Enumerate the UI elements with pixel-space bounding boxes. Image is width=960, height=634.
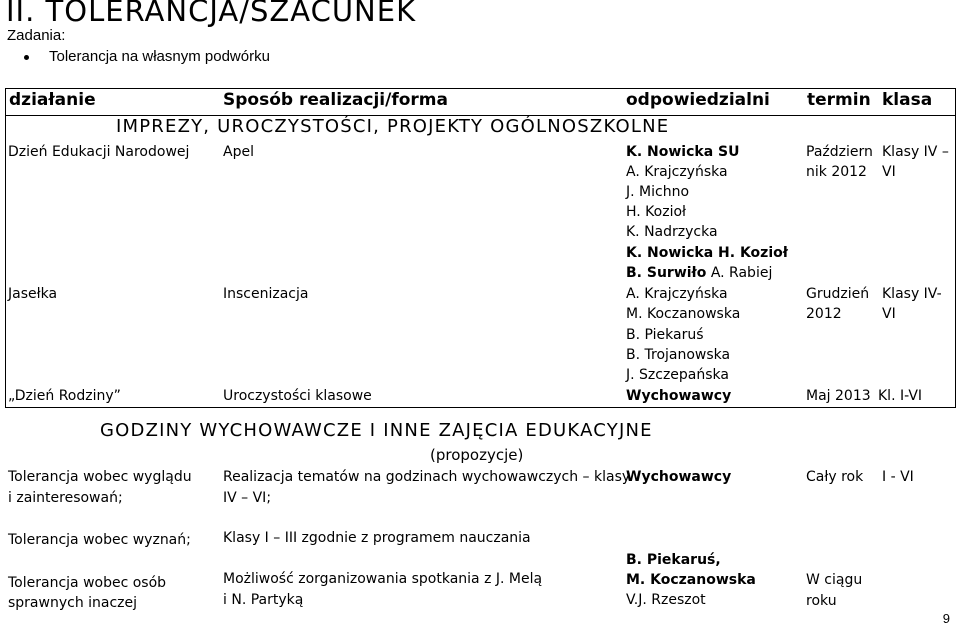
row3-termin: Maj 2013 xyxy=(806,388,871,404)
row3-dzialanie: „Dzień Rodziny” xyxy=(8,388,121,404)
s2-row1-termin: Cały rok xyxy=(806,469,864,485)
s2-row3-dzialanie-2: sprawnych inaczej xyxy=(8,595,138,611)
s2-row2-dzialanie: Tolerancja wobec wyznań; xyxy=(8,532,191,548)
task-bullet-text: Tolerancja na własnym podwórku xyxy=(49,48,270,65)
section-title-godziny: GODZINY WYCHOWAWCZE I INNE ZAJĘCIA EDUKACYJNE xyxy=(100,420,653,441)
s2-row2-forma: Klasy I – III zgodnie z programem nauczania xyxy=(223,530,531,546)
page-number: 9 xyxy=(942,611,950,626)
s2-row1-dzialanie-1: Tolerancja wobec wyglądu xyxy=(8,469,192,485)
section2-subtitle: (propozycje) xyxy=(430,446,524,464)
row2-odp-line2-rest: A. Rabiej xyxy=(706,265,773,281)
row2-termin-2: 2012 xyxy=(806,306,842,322)
row1-dzialanie: Dzień Edukacji Narodowej xyxy=(8,144,190,160)
row2-odp-3: A. Krajczyńska xyxy=(626,286,728,302)
s2-row3-odp-2: M. Koczanowska xyxy=(626,572,756,588)
s2-row1-odp: Wychowawcy xyxy=(626,469,732,485)
section-title-imprezy: IMPREZY, UROCZYSTOŚCI, PROJEKTY OGÓLNOSZKOLNE xyxy=(116,116,670,137)
s2-row1-forma-1: Realizacja tematów na godzinach wychowawczych – klasy xyxy=(223,469,631,485)
s2-row1-forma-2: IV – VI; xyxy=(223,490,272,506)
header-odpowiedzialni: odpowiedzialni xyxy=(626,90,770,110)
s2-row3-forma-1: Możliwość zorganizowania spotkania z J. Melą xyxy=(223,571,543,587)
row2-odp-line2 xyxy=(626,263,772,283)
s2-row3-odp-1: B. Piekaruś, xyxy=(626,552,721,568)
task-bullet-item xyxy=(24,48,270,65)
row2-forma: Inscenizacja xyxy=(223,286,309,302)
tasks-label: Zadania: xyxy=(7,27,66,44)
header-sposob: Sposób realizacji/forma xyxy=(223,90,448,110)
row2-klasa-2: VI xyxy=(882,306,896,322)
row1-klasa-2: VI xyxy=(882,164,896,180)
row1-odp-3: J. Michno xyxy=(626,184,690,200)
document-title: II. TOLERANCJA/SZACUNEK xyxy=(6,0,417,28)
row2-termin-1: Grudzień xyxy=(806,286,870,302)
row1-forma: Apel xyxy=(223,144,254,160)
row3-odp: Wychowawcy xyxy=(626,388,732,404)
row1-odp-4: H. Kozioł xyxy=(626,204,687,220)
s2-row3-dzialanie-1: Tolerancja wobec osób xyxy=(8,575,167,591)
row2-odp-7: J. Szczepańska xyxy=(626,367,729,383)
s2-row3-odp-3: V.J. Rzeszot xyxy=(626,592,706,608)
row2-odp-5: B. Piekaruś xyxy=(626,327,704,343)
row2-odp-bold-1: K. Nowicka H. Kozioł xyxy=(626,245,788,261)
s2-row1-dzialanie-2: i zainteresowań; xyxy=(8,490,123,506)
row2-klasa-1: Klasy IV- xyxy=(882,286,942,302)
row3-klasa: Kl. I-VI xyxy=(878,388,923,404)
row1-odp-5: K. Nadrzycka xyxy=(626,224,718,240)
s2-row3-forma-2: i N. Partyką xyxy=(223,592,304,608)
row1-odp-2: A. Krajczyńska xyxy=(626,164,728,180)
header-klasa: klasa xyxy=(882,90,933,110)
row2-odp-line2-bold: B. Surwiło xyxy=(626,265,707,281)
row2-odp-6: B. Trojanowska xyxy=(626,347,731,363)
bullet-icon xyxy=(24,55,29,60)
row2-dzialanie: Jasełka xyxy=(8,286,58,302)
s2-row1-klasa: I - VI xyxy=(882,469,914,485)
row1-odp-1: K. Nowicka SU xyxy=(626,144,740,160)
header-dzialanie: działanie xyxy=(9,90,96,110)
s2-row3-termin-1: W ciągu xyxy=(806,572,863,588)
row3-forma: Uroczystości klasowe xyxy=(223,388,372,404)
s2-row3-termin-2: roku xyxy=(806,593,837,609)
row1-klasa-1: Klasy IV – xyxy=(882,144,949,160)
row2-odp-4: M. Koczanowska xyxy=(626,306,741,322)
header-termin: termin xyxy=(807,90,871,110)
row1-termin-1: Październ xyxy=(806,144,873,160)
row1-termin-2: nik 2012 xyxy=(806,164,867,180)
